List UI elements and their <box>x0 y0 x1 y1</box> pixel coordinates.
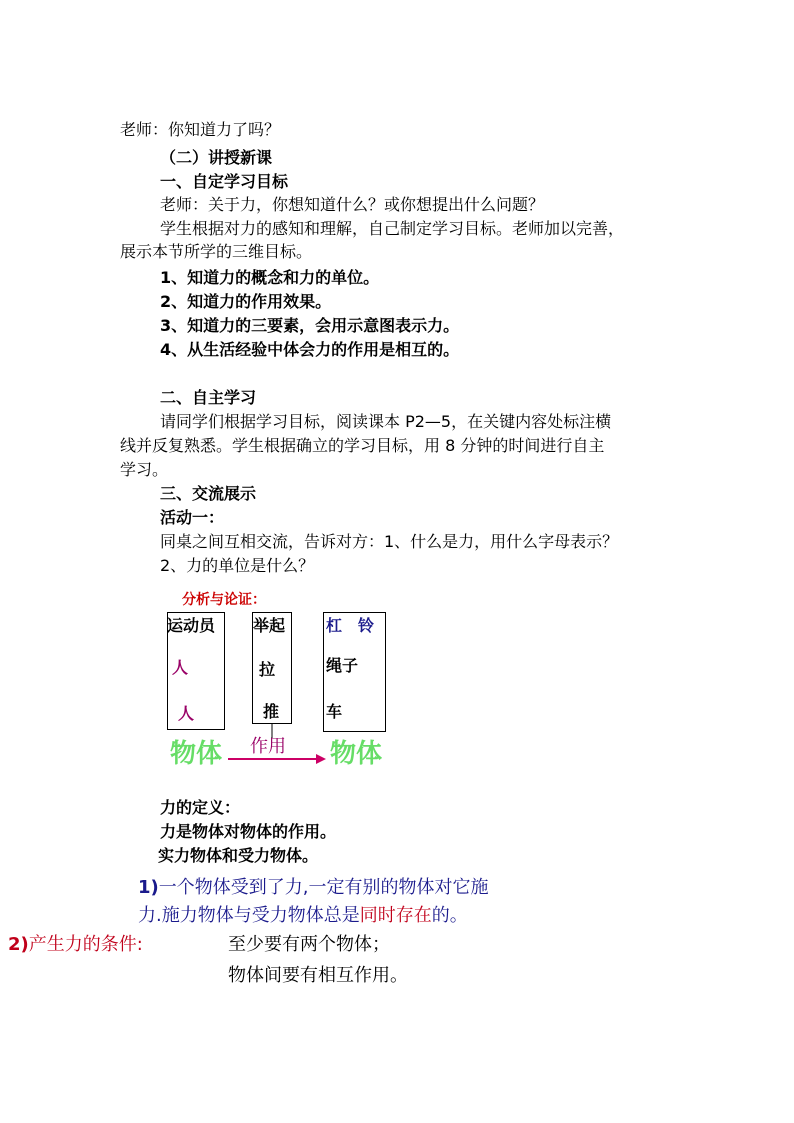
definition-line: 实力物体和受力物体。 <box>158 846 319 865</box>
note-1-continued <box>138 904 468 928</box>
subsection-heading: 一、自定学习目标 <box>160 172 289 191</box>
box2-line: 举起 <box>253 616 286 635</box>
goal-item: 2、知道力的作用效果。 <box>160 292 332 311</box>
paragraph-line: 展示本节所学的三维目标。 <box>120 242 313 261</box>
paragraph-line: 2、力的单位是什么？ <box>160 556 315 575</box>
box2-line: 推 <box>263 702 280 721</box>
note-1 <box>138 876 489 900</box>
note-1-text: 一个物体受到了力,一定有别的物体对它施 <box>158 877 489 898</box>
definition-line: 力是物体对物体的作用。 <box>160 822 337 841</box>
subsection-heading: 三、交流展示 <box>160 484 257 503</box>
diagram-left-object: 物体 <box>170 739 223 769</box>
note-2-title: 产生力的条件: <box>28 934 143 955</box>
box3-line: 车 <box>326 702 343 721</box>
section-heading: （二）讲授新课 <box>160 148 273 167</box>
box1-line: 人 <box>172 658 189 677</box>
note-2 <box>8 933 143 957</box>
box2-line: 拉 <box>259 660 276 679</box>
note-1-label: 1) <box>138 877 159 898</box>
note-2-label: 2) <box>8 934 29 955</box>
paragraph-line: 线并反复熟悉。学生根据确立的学习目标，用 8 分钟的时间进行自主 <box>120 436 605 455</box>
note-2-condition: 至少要有两个物体； <box>228 934 390 955</box>
teacher-question: 老师：你知道力了吗？ <box>120 120 281 139</box>
note-1b-highlight: 同时存在 <box>359 905 432 926</box>
note-1b-pre: 力.施力物体与受力物体总是 <box>138 905 360 926</box>
paragraph-line: 请同学们根据学习目标，阅读课本 P2—5，在关键内容处标注横 <box>160 412 612 431</box>
box1-line: 人 <box>178 704 195 723</box>
note-2-condition: 物体间要有相互作用。 <box>228 965 408 986</box>
paragraph-line: 同桌之间互相交流，告诉对方：1、什么是力，用什么字母表示？ <box>160 532 619 551</box>
goal-item: 4、从生活经验中体会力的作用是相互的。 <box>160 340 460 359</box>
box3-line: 绳子 <box>326 656 359 675</box>
diagram-title: 分析与论证： <box>182 592 266 608</box>
goal-item: 1、知道力的概念和力的单位。 <box>160 268 380 287</box>
diagram-action-label: 作用 <box>250 736 286 757</box>
paragraph-line: 学生根据对力的感知和理解，自己制定学习目标。老师加以完善， <box>160 219 625 238</box>
subsection-heading: 二、自主学习 <box>160 388 257 407</box>
definition-title: 力的定义： <box>160 798 241 817</box>
paragraph-line: 学习。 <box>120 460 169 479</box>
arrowhead <box>316 754 326 764</box>
note-1b-post: 的。 <box>431 905 468 926</box>
diagram-right-object: 物体 <box>330 739 383 769</box>
teacher-prompt: 老师：关于力，你想知道什么？或你想提出什么问题？ <box>160 195 545 214</box>
box1-line: 运动员 <box>167 616 216 635</box>
goal-item: 3、知道力的三要素，会用示意图表示力。 <box>160 316 460 335</box>
box3-line: 杠 铃 <box>326 616 375 635</box>
activity-label: 活动一： <box>160 508 225 527</box>
